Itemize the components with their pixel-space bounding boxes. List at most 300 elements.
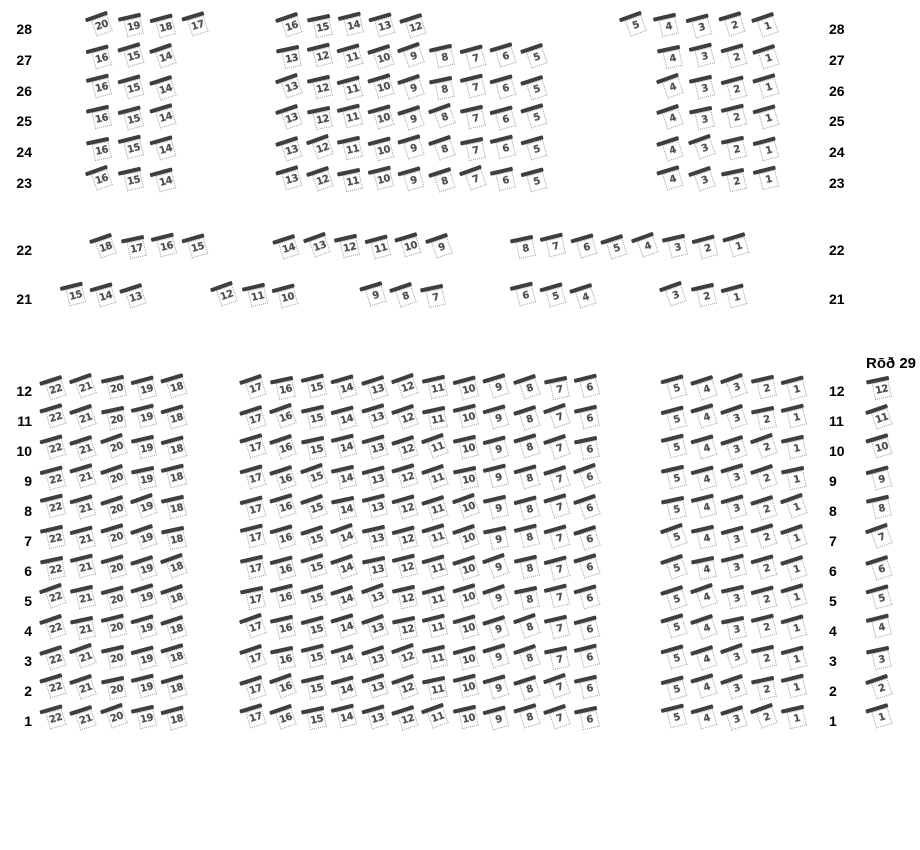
seat-row29-n7[interactable] — [865, 523, 894, 552]
seat-row7-n15[interactable] — [300, 525, 329, 553]
seat-row26-n5[interactable] — [520, 75, 549, 103]
seat-row24-n15[interactable] — [118, 135, 146, 162]
seat-row11-n6[interactable] — [574, 405, 601, 432]
seat-row4-n8[interactable] — [513, 613, 542, 642]
seat-row3-n10[interactable] — [453, 645, 481, 672]
seat-row23-n2[interactable] — [721, 168, 748, 194]
seat-row6-n1[interactable] — [780, 555, 809, 583]
seat-row12-n19[interactable] — [131, 375, 159, 402]
seat-row29-n5[interactable] — [865, 584, 893, 611]
seat-row8-n19[interactable] — [130, 493, 159, 522]
seat-row3-n15[interactable] — [301, 644, 329, 671]
seat-row6-n17[interactable] — [240, 555, 267, 582]
seat-row25-n5[interactable] — [520, 103, 548, 131]
seat-row12-n16[interactable] — [270, 376, 297, 402]
seat-row2-n16[interactable] — [269, 673, 298, 702]
seat-row23-n4[interactable] — [656, 165, 684, 193]
seat-row1-n7[interactable] — [543, 704, 572, 732]
seat-row2-n19[interactable] — [131, 674, 159, 701]
seat-row25-n4[interactable] — [656, 104, 685, 132]
seat-row3-n9[interactable] — [482, 643, 510, 671]
seat-row7-n9[interactable] — [483, 526, 510, 552]
seat-row6-n8[interactable] — [514, 555, 541, 582]
seat-row25-n3[interactable] — [689, 106, 716, 132]
seat-row4-n11[interactable] — [422, 614, 450, 641]
seat-row9-n6[interactable] — [573, 463, 602, 492]
seat-row22-n11[interactable] — [365, 234, 393, 261]
seat-row28-n13[interactable] — [368, 12, 396, 39]
seat-row3-n5[interactable] — [660, 644, 688, 671]
seat-row28-n15[interactable] — [307, 14, 334, 40]
seat-row1-n9[interactable] — [483, 705, 511, 732]
seat-row6-n18[interactable] — [160, 553, 189, 582]
seat-row6-n7[interactable] — [544, 555, 572, 582]
seat-row9-n22[interactable] — [40, 465, 68, 492]
seat-row22-n6[interactable] — [570, 233, 598, 260]
seat-row12-n13[interactable] — [361, 375, 390, 403]
seat-row24-n3[interactable] — [688, 134, 717, 163]
seat-row10-n13[interactable] — [361, 434, 389, 461]
seat-row25-n14[interactable] — [149, 103, 177, 131]
seat-row29-n4[interactable] — [866, 614, 894, 641]
seat-row5-n21[interactable] — [70, 585, 97, 612]
seat-row10-n16[interactable] — [269, 434, 298, 462]
seat-row8-n14[interactable] — [331, 496, 358, 522]
seat-row22-n9[interactable] — [425, 233, 454, 261]
seat-row23-n7[interactable] — [459, 165, 488, 194]
seat-row9-n21[interactable] — [69, 463, 97, 491]
seat-row8-n10[interactable] — [452, 493, 481, 522]
seat-row10-n22[interactable] — [39, 434, 67, 461]
seat-row23-n6[interactable] — [490, 167, 517, 194]
seat-row22-n8[interactable] — [510, 235, 537, 261]
seat-row4-n6[interactable] — [574, 615, 602, 642]
seat-row5-n22[interactable] — [39, 583, 68, 612]
seat-row8-n4[interactable] — [691, 494, 719, 521]
seat-row26-n11[interactable] — [337, 75, 365, 102]
seat-row5-n16[interactable] — [270, 584, 298, 611]
seat-row24-n12[interactable] — [306, 134, 335, 163]
seat-row11-n21[interactable] — [69, 404, 98, 432]
seat-row21-n12[interactable] — [210, 281, 239, 310]
seat-row11-n19[interactable] — [131, 404, 159, 431]
seat-row4-n2[interactable] — [751, 614, 779, 641]
seat-row25-n2[interactable] — [721, 104, 749, 131]
seat-row9-n4[interactable] — [691, 465, 719, 492]
seat-row23-n3[interactable] — [688, 166, 717, 194]
seat-row2-n9[interactable] — [482, 674, 510, 701]
seat-row27-n1[interactable] — [752, 44, 781, 72]
seat-row5-n18[interactable] — [160, 584, 189, 612]
seat-row5-n3[interactable] — [721, 585, 748, 612]
seat-row6-n5[interactable] — [660, 554, 689, 582]
seat-row27-n4[interactable] — [657, 45, 684, 71]
seat-row10-n18[interactable] — [161, 435, 189, 462]
seat-row12-n17[interactable] — [239, 374, 268, 402]
seat-row29-n3[interactable] — [866, 646, 893, 672]
seat-row9-n3[interactable] — [720, 463, 748, 491]
seat-row3-n18[interactable] — [160, 643, 188, 671]
seat-row8-n5[interactable] — [661, 496, 688, 522]
seat-row7-n17[interactable] — [240, 524, 268, 551]
seat-row7-n1[interactable] — [780, 524, 809, 552]
seat-row5-n2[interactable] — [751, 585, 779, 612]
seat-row22-n5[interactable] — [600, 234, 629, 262]
seat-row27-n16[interactable] — [86, 44, 114, 71]
seat-row10-n7[interactable] — [543, 434, 572, 462]
seat-row27-n6[interactable] — [489, 42, 517, 70]
seat-row8-n6[interactable] — [573, 494, 602, 522]
seat-row27-n5[interactable] — [520, 43, 549, 71]
seat-row23-n8[interactable] — [428, 167, 457, 195]
seat-row5-n4[interactable] — [690, 583, 719, 612]
seat-row1-n14[interactable] — [331, 704, 359, 731]
seat-row1-n8[interactable] — [513, 703, 541, 731]
seat-row12-n11[interactable] — [422, 375, 449, 402]
seat-row12-n1[interactable] — [781, 375, 809, 402]
seat-row5-n12[interactable] — [392, 585, 419, 612]
seat-row12-n7[interactable] — [544, 376, 571, 402]
seat-row12-n10[interactable] — [453, 375, 481, 402]
seat-row22-n13[interactable] — [303, 232, 332, 261]
seat-row9-n16[interactable] — [269, 465, 298, 493]
seat-row12-n2[interactable] — [751, 375, 778, 402]
seat-row28-n2[interactable] — [718, 11, 746, 39]
seat-row11-n10[interactable] — [453, 404, 481, 431]
seat-row7-n18[interactable] — [161, 526, 188, 552]
seat-row11-n22[interactable] — [39, 403, 67, 431]
seat-row24-n13[interactable] — [275, 136, 304, 164]
seat-row2-n3[interactable] — [720, 674, 749, 702]
seat-row4-n21[interactable] — [70, 616, 97, 642]
seat-row23-n12[interactable] — [306, 166, 335, 194]
seat-row2-n6[interactable] — [574, 675, 601, 702]
seat-row12-n3[interactable] — [720, 373, 749, 402]
seat-row7-n3[interactable] — [721, 525, 749, 552]
seat-row11-n7[interactable] — [543, 403, 572, 432]
seat-row7-n8[interactable] — [514, 524, 542, 551]
seat-row3-n12[interactable] — [391, 643, 420, 672]
seat-row5-n11[interactable] — [422, 585, 450, 612]
seat-row1-n16[interactable] — [269, 704, 298, 732]
seat-row11-n8[interactable] — [513, 405, 542, 433]
seat-row8-n7[interactable] — [543, 493, 571, 521]
seat-row23-n5[interactable] — [521, 167, 549, 194]
seat-row7-n21[interactable] — [70, 525, 98, 552]
seat-row11-n20[interactable] — [101, 406, 128, 432]
seat-row10-n5[interactable] — [661, 434, 689, 461]
seat-row6-n19[interactable] — [130, 555, 159, 583]
seat-row10-n9[interactable] — [483, 435, 511, 462]
seat-row2-n5[interactable] — [661, 675, 689, 702]
seat-row8-n2[interactable] — [750, 495, 779, 523]
seat-row9-n13[interactable] — [362, 465, 390, 492]
seat-row10-n4[interactable] — [690, 434, 718, 461]
seat-row25-n12[interactable] — [307, 106, 334, 132]
seat-row7-n2[interactable] — [750, 523, 778, 551]
seat-row22-n12[interactable] — [334, 234, 361, 261]
seat-row26-n12[interactable] — [307, 75, 334, 102]
seat-row21-n3[interactable] — [659, 281, 688, 310]
seat-row23-n14[interactable] — [150, 167, 178, 194]
seat-row22-n15[interactable] — [181, 233, 209, 260]
seat-row9-n11[interactable] — [421, 464, 450, 492]
seat-row4-n4[interactable] — [690, 614, 719, 642]
seat-row10-n17[interactable] — [239, 433, 267, 461]
seat-row2-n7[interactable] — [543, 673, 572, 702]
seat-row11-n4[interactable] — [690, 403, 718, 431]
seat-row29-n1[interactable] — [865, 703, 893, 731]
seat-row12-n22[interactable] — [39, 375, 68, 403]
seat-row21-n11[interactable] — [242, 283, 269, 310]
seat-row21-n6[interactable] — [510, 282, 538, 309]
seat-row8-n13[interactable] — [362, 494, 390, 521]
seat-row8-n22[interactable] — [40, 494, 68, 521]
seat-row1-n15[interactable] — [301, 706, 328, 732]
seat-row23-n11[interactable] — [337, 168, 364, 194]
seat-row1-n6[interactable] — [574, 706, 601, 732]
seat-row6-n11[interactable] — [421, 554, 449, 581]
seat-row12-n6[interactable] — [574, 374, 602, 401]
seat-row9-n12[interactable] — [391, 463, 419, 491]
seat-row28-n19[interactable] — [118, 13, 145, 40]
seat-row5-n7[interactable] — [544, 584, 572, 611]
seat-row3-n16[interactable] — [270, 646, 297, 672]
seat-row28-n17[interactable] — [181, 11, 209, 39]
seat-row29-n10[interactable] — [865, 433, 893, 461]
seat-row26-n14[interactable] — [149, 75, 178, 103]
seat-row10-n2[interactable] — [750, 433, 779, 462]
seat-row1-n11[interactable] — [421, 703, 450, 732]
seat-row2-n22[interactable] — [39, 673, 67, 701]
seat-row11-n12[interactable] — [391, 404, 420, 432]
seat-row4-n9[interactable] — [482, 615, 511, 643]
seat-row12-n20[interactable] — [101, 375, 128, 402]
seat-row4-n13[interactable] — [361, 614, 390, 642]
seat-row3-n2[interactable] — [751, 645, 778, 672]
seat-row23-n13[interactable] — [275, 165, 303, 193]
seat-row22-n16[interactable] — [151, 233, 179, 260]
seat-row9-n20[interactable] — [100, 464, 129, 492]
seat-row25-n10[interactable] — [367, 104, 395, 131]
seat-row6-n2[interactable] — [750, 554, 778, 581]
seat-row6-n13[interactable] — [362, 556, 389, 582]
seat-row12-n9[interactable] — [482, 373, 510, 401]
seat-row7-n22[interactable] — [40, 525, 67, 552]
seat-row12-n12[interactable] — [391, 373, 420, 402]
seat-row7-n16[interactable] — [269, 524, 297, 551]
seat-row27-n8[interactable] — [429, 44, 456, 71]
seat-row21-n10[interactable] — [272, 283, 300, 310]
seat-row29-n6[interactable] — [865, 555, 894, 583]
seat-row26-n16[interactable] — [86, 74, 114, 101]
seat-row8-n9[interactable] — [483, 495, 510, 522]
seat-row1-n10[interactable] — [453, 705, 480, 732]
seat-row6-n10[interactable] — [452, 555, 481, 583]
seat-row3-n14[interactable] — [330, 644, 358, 671]
seat-row2-n11[interactable] — [422, 676, 449, 702]
seat-row1-n22[interactable] — [39, 704, 67, 731]
seat-row29-n2[interactable] — [865, 674, 894, 702]
seat-row2-n8[interactable] — [513, 675, 542, 703]
seat-row24-n7[interactable] — [460, 137, 487, 163]
seat-row7-n13[interactable] — [362, 525, 389, 552]
seat-row11-n14[interactable] — [331, 405, 359, 432]
seat-row6-n21[interactable] — [70, 554, 98, 581]
seat-row11-n16[interactable] — [269, 403, 298, 432]
seat-row10-n20[interactable] — [100, 433, 129, 462]
seat-row9-n2[interactable] — [750, 464, 779, 492]
seat-row23-n10[interactable] — [368, 166, 396, 193]
seat-row12-n8[interactable] — [513, 374, 542, 402]
seat-row9-n5[interactable] — [661, 465, 688, 492]
seat-row4-n7[interactable] — [544, 615, 571, 642]
seat-row5-n17[interactable] — [240, 586, 267, 612]
seat-row3-n4[interactable] — [690, 645, 719, 673]
seat-row27-n3[interactable] — [689, 43, 717, 70]
seat-row27-n12[interactable] — [307, 43, 335, 70]
seat-row28-n20[interactable] — [85, 11, 114, 40]
seat-row10-n3[interactable] — [720, 435, 749, 463]
seat-row3-n1[interactable] — [781, 645, 809, 672]
seat-row26-n15[interactable] — [117, 74, 145, 101]
seat-row24-n2[interactable] — [721, 136, 748, 163]
seat-row11-n3[interactable] — [720, 404, 749, 432]
seat-row22-n4[interactable] — [631, 232, 660, 261]
seat-row8-n11[interactable] — [421, 495, 450, 523]
seat-row27-n15[interactable] — [117, 42, 145, 70]
seat-row5-n19[interactable] — [130, 583, 158, 611]
seat-row1-n2[interactable] — [750, 703, 779, 732]
seat-row11-n13[interactable] — [361, 403, 389, 431]
seat-row21-n13[interactable] — [119, 283, 148, 311]
seat-row24-n6[interactable] — [490, 135, 518, 162]
seat-row25-n11[interactable] — [337, 104, 365, 131]
seat-row11-n2[interactable] — [751, 406, 778, 432]
seat-row5-n1[interactable] — [780, 583, 808, 611]
seat-row4-n12[interactable] — [392, 616, 419, 642]
seat-row21-n14[interactable] — [89, 282, 117, 309]
seat-row5-n9[interactable] — [482, 584, 511, 612]
seat-row4-n14[interactable] — [330, 613, 358, 641]
seat-row12-n14[interactable] — [330, 374, 358, 401]
seat-row11-n17[interactable] — [239, 405, 268, 433]
seat-row2-n17[interactable] — [239, 675, 268, 703]
seat-row8-n1[interactable] — [780, 493, 809, 522]
seat-row21-n9[interactable] — [359, 281, 387, 309]
seat-row9-n17[interactable] — [239, 464, 267, 491]
seat-row26-n1[interactable] — [752, 73, 780, 101]
seat-row12-n21[interactable] — [69, 373, 98, 402]
seat-row11-n11[interactable] — [422, 406, 449, 432]
seat-row5-n14[interactable] — [330, 585, 359, 613]
seat-row2-n4[interactable] — [690, 673, 718, 701]
seat-row1-n4[interactable] — [690, 704, 718, 731]
seat-row6-n3[interactable] — [721, 554, 749, 581]
seat-row22-n3[interactable] — [662, 234, 689, 261]
seat-row3-n13[interactable] — [361, 645, 390, 673]
seat-row21-n8[interactable] — [389, 282, 418, 310]
seat-row7-n19[interactable] — [130, 524, 159, 552]
seat-row3-n17[interactable] — [239, 644, 268, 672]
seat-row1-n3[interactable] — [720, 705, 749, 733]
seat-row24-n11[interactable] — [337, 136, 364, 163]
seat-row1-n13[interactable] — [361, 704, 389, 731]
seat-row26-n6[interactable] — [489, 74, 517, 101]
seat-row10-n19[interactable] — [131, 435, 158, 462]
seat-row4-n17[interactable] — [239, 613, 268, 642]
seat-row22-n10[interactable] — [394, 232, 422, 260]
seat-row3-n19[interactable] — [131, 645, 159, 672]
seat-row2-n15[interactable] — [301, 675, 328, 702]
seat-row2-n21[interactable] — [69, 674, 98, 702]
seat-row26-n8[interactable] — [429, 76, 456, 102]
seat-row27-n14[interactable] — [149, 43, 178, 71]
seat-row9-n8[interactable] — [513, 464, 541, 491]
seat-row5-n20[interactable] — [101, 585, 129, 612]
seat-row27-n2[interactable] — [720, 43, 748, 70]
seat-row12-n4[interactable] — [690, 375, 719, 403]
seat-row1-n17[interactable] — [239, 703, 267, 731]
seat-row27-n9[interactable] — [397, 42, 426, 71]
seat-row26-n13[interactable] — [275, 73, 304, 102]
seat-row5-n6[interactable] — [573, 584, 601, 611]
seat-row2-n18[interactable] — [160, 674, 188, 701]
seat-row7-n4[interactable] — [691, 525, 718, 552]
seat-row10-n6[interactable] — [574, 436, 601, 462]
seat-row29-n11[interactable] — [865, 404, 894, 432]
seat-row9-n14[interactable] — [331, 465, 358, 492]
seat-row24-n1[interactable] — [753, 136, 781, 163]
seat-row9-n18[interactable] — [161, 464, 189, 491]
seat-row4-n18[interactable] — [160, 615, 189, 643]
seat-row22-n18[interactable] — [89, 233, 118, 261]
seat-row1-n18[interactable] — [161, 705, 189, 732]
seat-row8-n21[interactable] — [69, 494, 97, 521]
seat-row4-n16[interactable] — [270, 615, 297, 642]
seat-row10-n1[interactable] — [781, 435, 808, 462]
seat-row7-n20[interactable] — [100, 523, 128, 551]
seat-row9-n15[interactable] — [300, 463, 329, 492]
seat-row23-n16[interactable] — [85, 165, 114, 194]
seat-row6-n6[interactable] — [573, 553, 601, 581]
seat-row5-n5[interactable] — [660, 585, 689, 613]
seat-row7-n7[interactable] — [543, 524, 571, 551]
seat-row27-n13[interactable] — [276, 45, 303, 71]
seat-row8-n17[interactable] — [240, 495, 268, 522]
seat-row9-n1[interactable] — [781, 466, 808, 492]
seat-row28-n12[interactable] — [399, 13, 428, 41]
seat-row25-n13[interactable] — [275, 104, 304, 132]
seat-row7-n5[interactable] — [660, 523, 689, 552]
seat-row28-n16[interactable] — [275, 12, 304, 40]
seat-row29-n12[interactable] — [866, 376, 893, 402]
seat-row9-n10[interactable] — [453, 466, 480, 492]
seat-row21-n1[interactable] — [721, 283, 749, 310]
seat-row24-n14[interactable] — [149, 135, 177, 162]
seat-row4-n15[interactable] — [301, 615, 329, 642]
seat-row23-n9[interactable] — [397, 166, 425, 193]
seat-row27-n11[interactable] — [336, 43, 364, 70]
seat-row4-n19[interactable] — [130, 614, 158, 641]
seat-row1-n19[interactable] — [131, 705, 158, 732]
seat-row2-n1[interactable] — [781, 674, 809, 701]
seat-row4-n10[interactable] — [452, 614, 480, 641]
seat-row6-n15[interactable] — [300, 553, 328, 581]
seat-row25-n7[interactable] — [460, 105, 487, 132]
seat-row2-n13[interactable] — [361, 673, 389, 701]
seat-row21-n2[interactable] — [691, 283, 718, 310]
